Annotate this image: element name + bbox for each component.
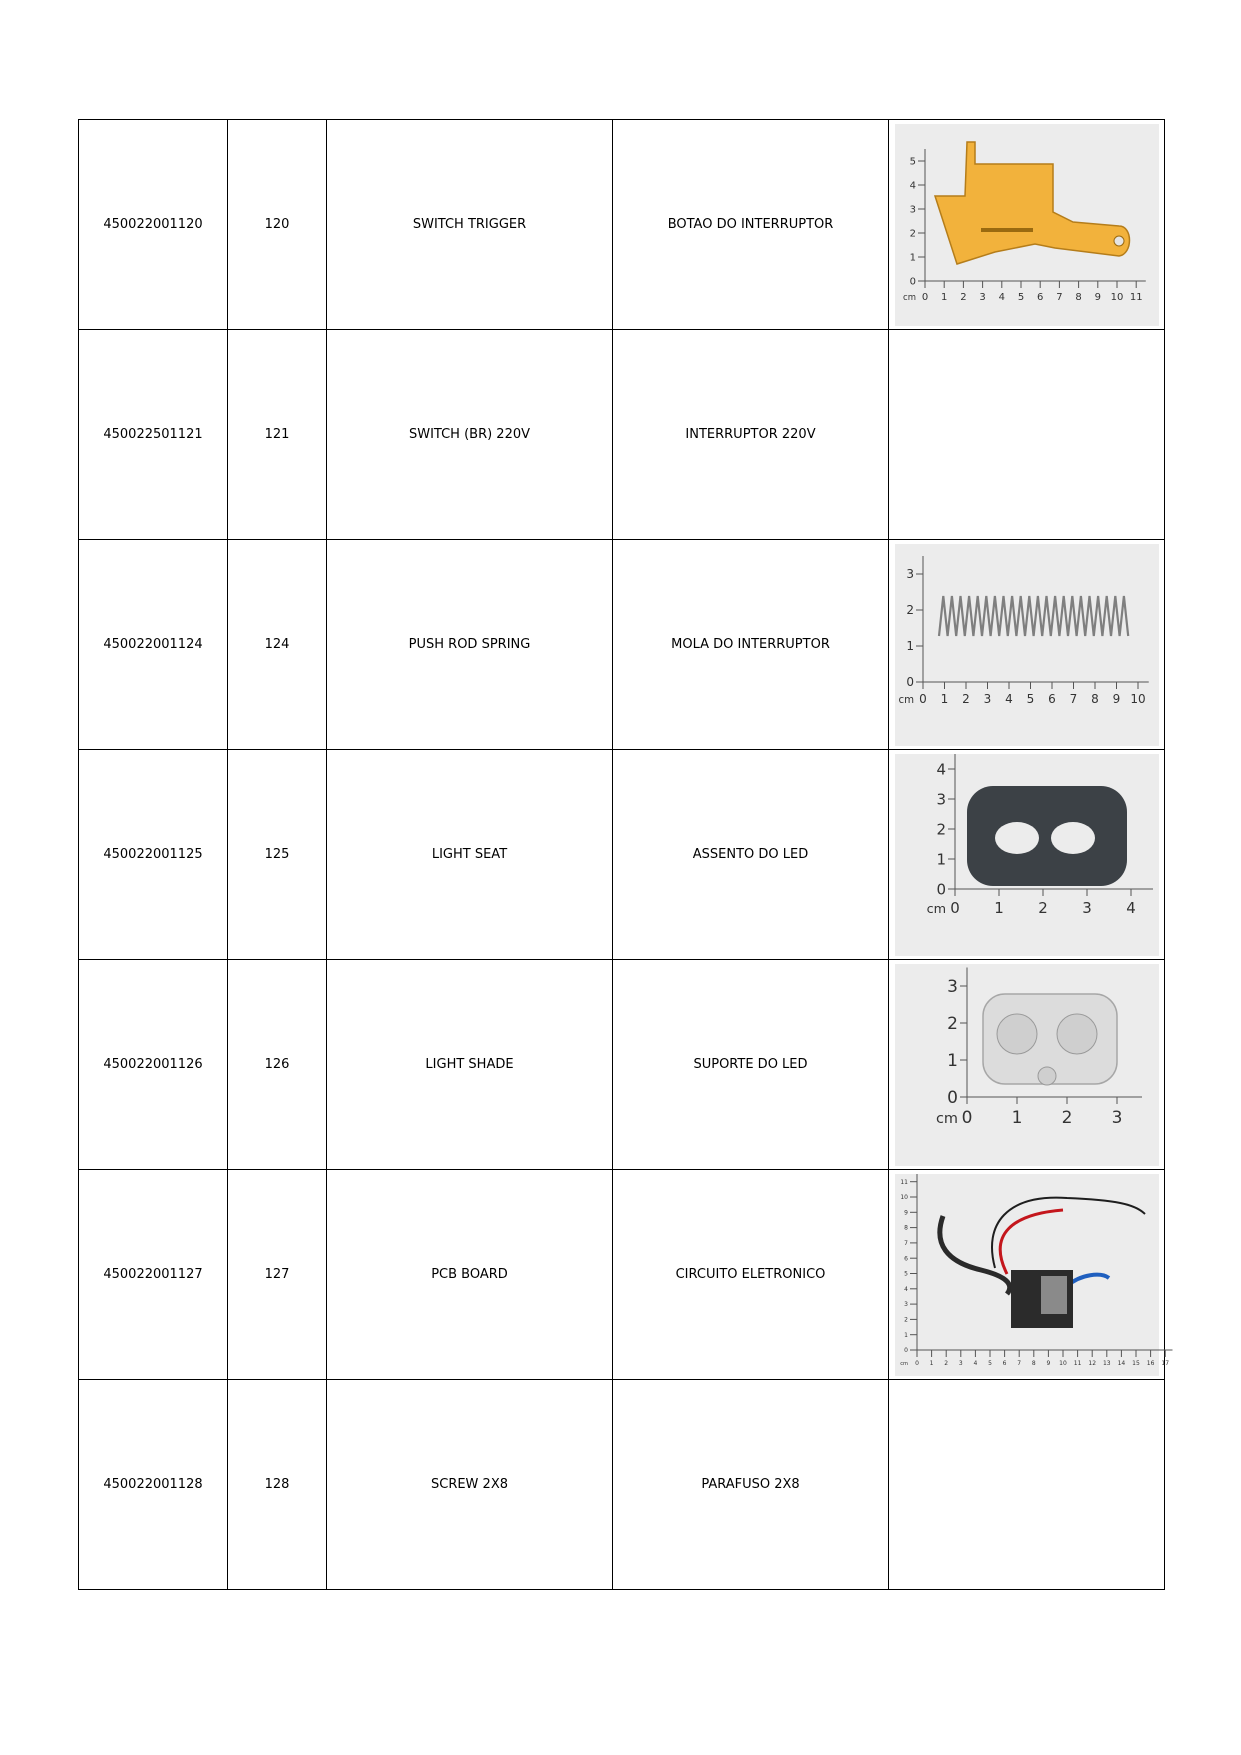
ruler-y-tick-label: 9 [903, 1208, 908, 1216]
parts-table [78, 119, 1169, 1590]
description-portuguese: INTERRUPTOR 220V [613, 330, 889, 540]
ruler-y-tick-label: 1 [946, 1050, 958, 1071]
ruler-y-tick-label: 1 [903, 1331, 908, 1339]
part-photo-cell-empty [889, 1380, 1165, 1590]
ruler-x-tick-label: 8 [1074, 291, 1082, 303]
light-seat-hole [995, 822, 1039, 854]
ruler-x-tick-label: 2 [1061, 1107, 1072, 1128]
ruler-y-tick-label: 3 [946, 976, 958, 997]
ruler-y-tick-label: 1 [935, 849, 946, 868]
ruler-x-tick-label: 12 [1087, 1359, 1096, 1367]
part-code: 450022001125 [79, 750, 228, 960]
ruler-x-tick-label: 2 [1037, 898, 1048, 917]
reference-number: 124 [228, 540, 327, 750]
ruler-unit-label: cm [926, 901, 946, 917]
ruler-y-tick-label: 5 [903, 1270, 908, 1278]
ruler-x-tick-label: 14 [1117, 1359, 1125, 1367]
ruler-unit-label: cm [899, 1360, 908, 1367]
description-portuguese: PARAFUSO 2X8 [613, 1380, 889, 1590]
pcb-wire-red [1000, 1210, 1063, 1274]
light-shade-lens [997, 1014, 1037, 1054]
description-portuguese: MOLA DO INTERRUPTOR [613, 540, 889, 750]
ruler-x-tick-label: 3 [978, 291, 986, 303]
description-english: SCREW 2X8 [327, 1380, 613, 1590]
ruler-y-tick-label: 3 [905, 566, 914, 581]
part-code: 450022001127 [79, 1170, 228, 1380]
ruler-x-tick-label: 5 [987, 1359, 992, 1367]
spring-coil [939, 596, 1128, 636]
part-photo-cell [889, 120, 1165, 330]
ruler-x-tick-label: 2 [961, 691, 970, 706]
ruler-x-tick-label: 7 [1055, 291, 1063, 303]
ruler-x-tick-label: 5 [1017, 291, 1024, 303]
ruler-x-tick-label: 10 [1058, 1359, 1067, 1367]
ruler-x-tick-label: 5 [1026, 691, 1034, 706]
ruler-y-tick-label: 4 [903, 1285, 908, 1293]
table-row [79, 540, 1165, 750]
ruler-x-tick-label: 3 [983, 691, 991, 706]
ruler-x-tick-label: 11 [1073, 1359, 1081, 1367]
ruler-y-tick-label: 0 [946, 1087, 958, 1108]
ruler-x-tick-label: 1 [940, 691, 948, 706]
ruler-y-tick-label: 1 [905, 638, 914, 653]
ruler-x-tick-label: 2 [943, 1359, 948, 1367]
part-code: 450022001128 [79, 1380, 228, 1590]
part-photo-cell [889, 750, 1165, 960]
push-rod-spring-photo [895, 544, 1159, 746]
ruler-x-tick-label: 3 [958, 1359, 963, 1367]
ruler-x-tick-label: 0 [918, 691, 927, 706]
description-english: LIGHT SEAT [327, 750, 613, 960]
ruler-x-tick-label: 3 [1081, 898, 1092, 917]
ruler-y-tick-label: 5 [909, 156, 916, 167]
part-photo-cell [889, 960, 1165, 1170]
ruler-x-tick-label: 0 [949, 898, 960, 917]
switch-trigger-photo [895, 124, 1159, 326]
ruler-y-tick-label: 3 [909, 204, 916, 215]
trigger-hole [1114, 236, 1124, 246]
ruler-x-tick-label: 10 [1129, 691, 1146, 706]
light-seat-part [967, 786, 1127, 886]
ruler-x-tick-label: 1 [929, 1359, 934, 1367]
ruler-x-tick-label: 9 [1045, 1359, 1050, 1367]
ruler-x-tick-label: 6 [1047, 691, 1056, 706]
ruler-x-tick-label: 1 [993, 898, 1004, 917]
ruler-x-tick-label: 16 [1146, 1359, 1154, 1367]
ruler-x-tick-label: 0 [921, 291, 928, 303]
part-photo-cell [889, 1170, 1169, 1380]
ruler-y-tick-label: 6 [903, 1254, 908, 1262]
description-english: SWITCH TRIGGER [327, 120, 613, 330]
ruler-x-tick-label: 10 [1110, 291, 1123, 303]
ruler-x-tick-label: 7 [1016, 1359, 1021, 1367]
light-shade-photo [895, 964, 1159, 1166]
ruler-y-tick-label: 2 [903, 1316, 908, 1323]
ruler-x-tick-label: 4 [1004, 691, 1013, 706]
ruler-y-tick-label: 2 [946, 1013, 958, 1034]
ruler-y-tick-label: 0 [905, 674, 914, 689]
light-seat-photo [895, 754, 1159, 956]
ruler-y-tick-label: 2 [905, 602, 914, 617]
ruler-y-tick-label: 3 [935, 789, 946, 808]
part-code: 450022001124 [79, 540, 228, 750]
ruler-unit-label: cm [902, 292, 916, 303]
table-row [79, 330, 1165, 540]
ruler-y-tick-label: 11 [899, 1178, 908, 1186]
ruler-x-tick-label: 8 [1031, 1359, 1036, 1367]
ruler-x-tick-label: 1 [940, 291, 947, 303]
pcb-label [1041, 1276, 1067, 1314]
pcb-wire-black [992, 1197, 1145, 1267]
ruler-x-tick-label: 13 [1102, 1359, 1111, 1367]
ruler-y-tick-label: 2 [935, 819, 946, 838]
ruler-y-tick-label: 0 [935, 879, 946, 898]
reference-number: 120 [228, 120, 327, 330]
part-code: 450022001126 [79, 960, 228, 1170]
description-english: PCB BOARD [327, 1170, 613, 1380]
ruler-y-tick-label: 3 [903, 1300, 908, 1308]
reference-number: 127 [228, 1170, 327, 1380]
ruler-unit-label: cm [935, 1110, 958, 1127]
ruler-x-tick-label: 8 [1090, 691, 1099, 706]
trigger-part [935, 142, 1130, 264]
table-row [79, 1170, 1165, 1380]
ruler-x-tick-label: 1 [1011, 1107, 1022, 1128]
ruler-x-tick-label: 2 [959, 291, 967, 303]
ruler-y-tick-label: 0 [903, 1346, 908, 1354]
ruler-x-tick-label: 6 [1036, 291, 1043, 303]
description-portuguese: CIRCUITO ELETRONICO [613, 1170, 889, 1380]
reference-number: 126 [228, 960, 327, 1170]
trigger-slot [981, 228, 1033, 232]
reference-number: 121 [228, 330, 327, 540]
reference-number: 128 [228, 1380, 327, 1590]
ruler-x-tick-label: 17 [1160, 1359, 1169, 1367]
ruler-y-tick-label: 4 [935, 759, 946, 778]
description-english: SWITCH (BR) 220V [327, 330, 613, 540]
part-code: 450022501121 [79, 330, 228, 540]
ruler-y-tick-label: 0 [909, 276, 916, 287]
ruler-x-tick-label: 0 [914, 1359, 919, 1367]
ruler-y-tick-label: 2 [909, 228, 916, 239]
reference-number: 125 [228, 750, 327, 960]
ruler-x-tick-label: 0 [961, 1107, 972, 1128]
table-row [79, 960, 1165, 1170]
ruler-x-tick-label: 9 [1112, 691, 1120, 706]
part-photo-cell-empty [889, 330, 1165, 540]
part-photo-cell [889, 540, 1165, 750]
ruler-y-tick-label: 7 [903, 1239, 908, 1247]
ruler-y-tick-label: 4 [909, 180, 916, 191]
light-shade-lens [1057, 1014, 1097, 1054]
ruler-y-tick-label: 1 [909, 252, 916, 263]
ruler-x-tick-label: 4 [998, 291, 1005, 303]
ruler-x-tick-label: 7 [1069, 691, 1077, 706]
description-portuguese: BOTAO DO INTERRUPTOR [613, 120, 889, 330]
ruler-x-tick-label: 11 [1129, 291, 1143, 303]
ruler-x-tick-label: 6 [1002, 1359, 1007, 1367]
ruler-x-tick-label: 9 [1094, 291, 1101, 303]
table-row [79, 120, 1165, 330]
ruler-x-tick-label: 4 [972, 1359, 977, 1367]
description-portuguese: ASSENTO DO LED [613, 750, 889, 960]
ruler-unit-label: cm [897, 694, 914, 706]
ruler-y-tick-label: 8 [903, 1224, 908, 1232]
ruler-x-tick-label: 15 [1131, 1359, 1140, 1367]
light-seat-hole [1051, 822, 1095, 854]
pcb-board-photo [895, 1174, 1169, 1376]
ruler-x-tick-label: 4 [1125, 898, 1136, 917]
ruler-x-tick-label: 3 [1111, 1107, 1122, 1128]
table-row [79, 1380, 1165, 1590]
pcb-wire-blue [1067, 1274, 1109, 1285]
table-row [79, 750, 1165, 960]
description-english: PUSH ROD SPRING [327, 540, 613, 750]
description-english: LIGHT SHADE [327, 960, 613, 1170]
light-shade-peg [1038, 1067, 1056, 1085]
ruler-y-tick-label: 10 [899, 1193, 908, 1201]
part-code: 450022001120 [79, 120, 228, 330]
description-portuguese: SUPORTE DO LED [613, 960, 889, 1170]
